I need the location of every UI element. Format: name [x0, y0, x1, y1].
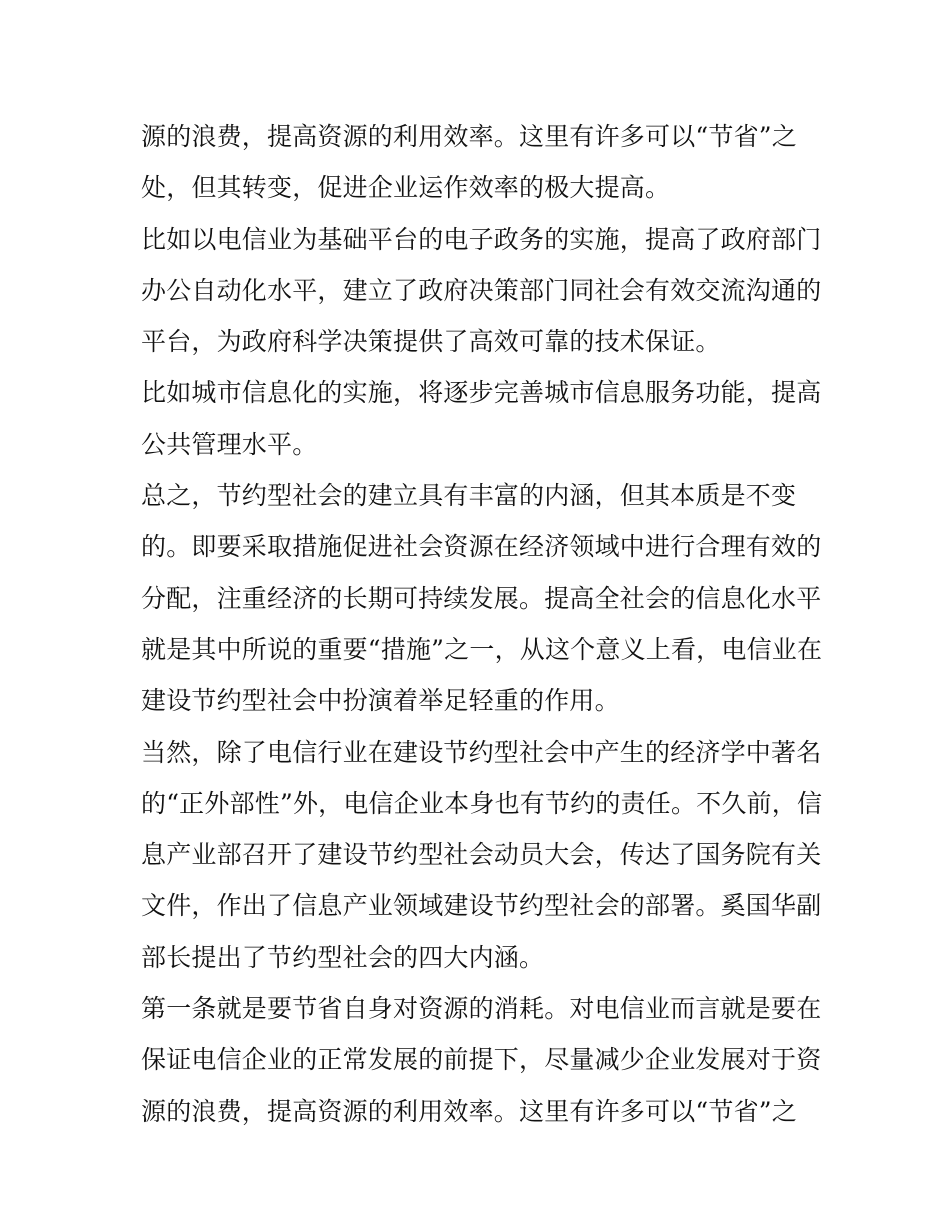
text-line: 处，但其转变，促进企业运作效率的极大提高。: [141, 173, 671, 203]
text-line: 建设节约型社会中扮演着举足轻重的作用。: [141, 686, 620, 716]
text-line: 的。即要采取措施促进社会资源在经济领域中进行合理有效的: [141, 532, 822, 562]
text-line: 部长提出了节约型社会的四大内涵。: [141, 942, 545, 972]
body-text: [141, 111, 821, 1137]
text-line: 公共管理水平。: [141, 429, 318, 459]
text-line: 就是其中所说的重要“措施”之一，从这个意义上看，电信业在: [141, 634, 823, 664]
text-line: 源的浪费，提高资源的利用效率。这里有许多可以“节省”之: [141, 122, 797, 151]
text-line: 分配，注重经济的长期可持续发展。提高全社会的信息化水平: [141, 583, 822, 613]
text-line: 息产业部召开了建设节约型社会动员大会，传达了国务院有关: [141, 840, 822, 870]
text-line: 比如以电信业为基础平台的电子政务的实施，提高了政府部门: [141, 224, 822, 254]
text-line: 源的浪费，提高资源的利用效率。这里有许多可以“节省”之: [141, 1096, 797, 1126]
text-line: 比如城市信息化的实施，将逐步完善城市信息服务功能，提高: [141, 378, 822, 408]
text-line: 的“正外部性”外，电信企业本身也有节约的责任。不久前，信: [141, 788, 823, 818]
text-line: 办公自动化水平，建立了政府决策部门同社会有效交流沟通的: [141, 275, 822, 305]
text-line: 当然，除了电信行业在建设节约型社会中产生的经济学中著名: [141, 737, 822, 767]
text-line: 保证电信企业的正常发展的前提下，尽量减少企业发展对于资: [141, 1045, 822, 1075]
text-line: 第一条就是要节省自身对资源的消耗。对电信业而言就是要在: [141, 994, 822, 1024]
text-line: 文件，作出了信息产业领域建设节约型社会的部署。奚国华副: [141, 891, 822, 921]
text-line: 总之，节约型社会的建立具有丰富的内涵，但其本质是不变: [141, 481, 797, 511]
text-line: 平台，为政府科学决策提供了高效可靠的技术保证。: [141, 327, 721, 357]
